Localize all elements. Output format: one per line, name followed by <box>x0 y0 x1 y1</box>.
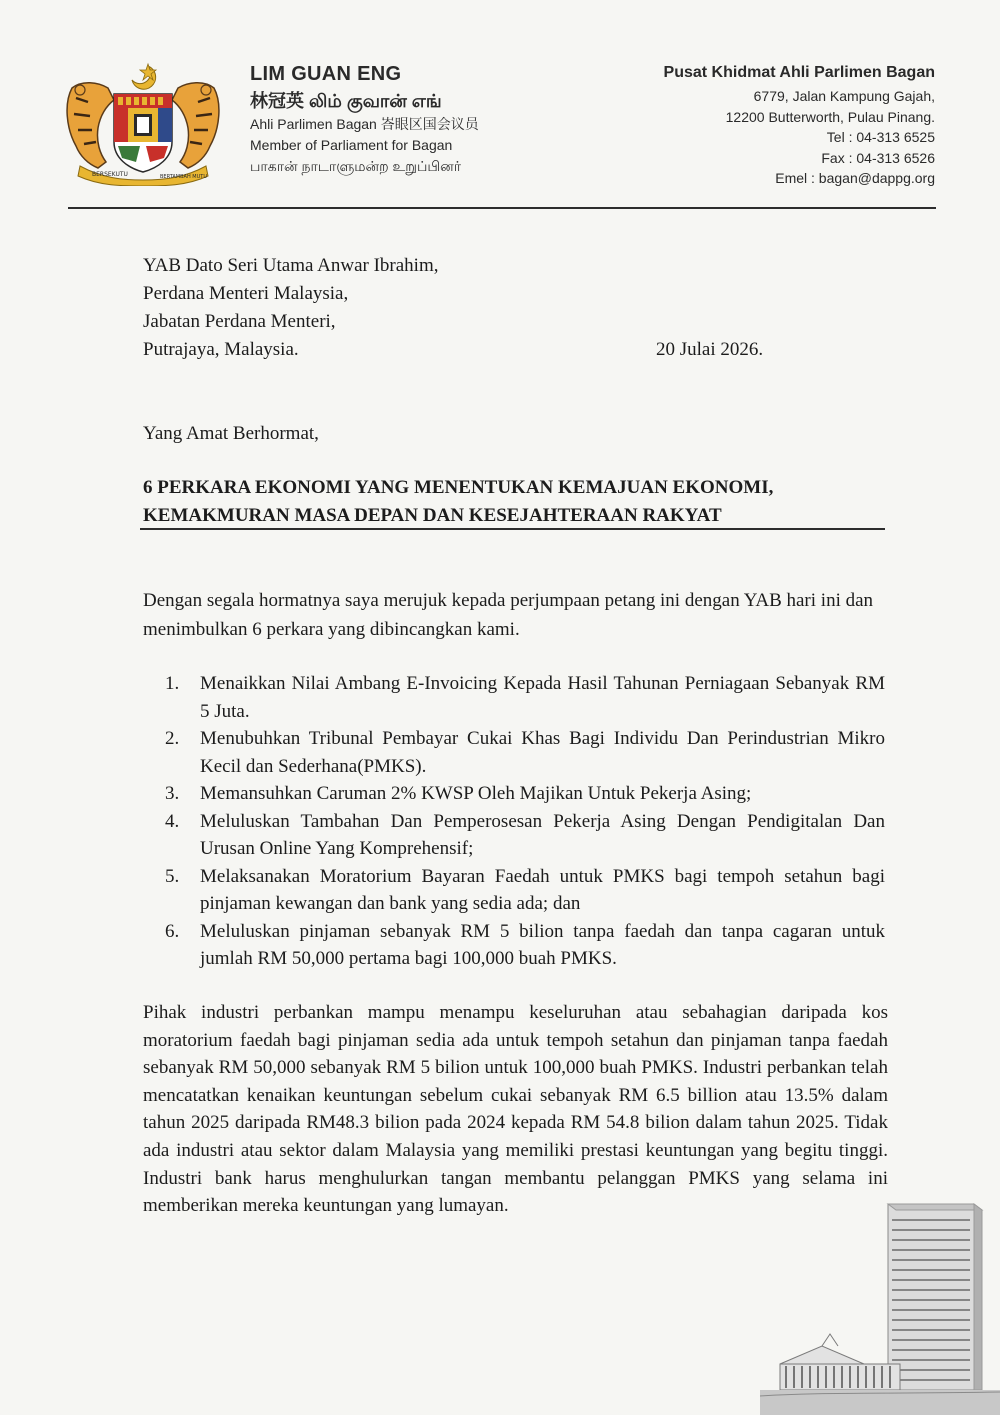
office-email: Emel : bagan@dappg.org <box>775 170 935 186</box>
letter-subject <box>143 474 888 530</box>
header-divider <box>68 207 936 209</box>
sender-name: LIM GUAN ENG <box>250 63 402 85</box>
list-item-text: Menubuhkan Tribunal Pembayar Cukai Khas Bagi Individu Dan Perindustrian Mikro Kecil dan Sederhana(PMKS). <box>200 728 885 777</box>
crest-motto-left: BERSEKUTU <box>92 171 128 178</box>
list-item-number: 4. <box>165 810 180 832</box>
list-item <box>165 725 885 780</box>
list-item <box>165 670 885 725</box>
list-item <box>165 808 885 863</box>
subject-line: KEMAKMURAN MASA DEPAN DAN KESEJAHTERAAN RAKYAT <box>143 505 722 526</box>
list-item-number: 2. <box>165 728 180 749</box>
crest-motto-right: BERTAMBAH MUTU <box>160 174 207 180</box>
office-fax: Fax : 04-313 6526 <box>821 149 935 166</box>
list-item <box>165 918 885 973</box>
sender-title-en: Member of Parliament for Bagan <box>250 137 453 153</box>
subject-underline <box>140 528 885 530</box>
malaysia-coat-of-arms-icon <box>62 58 224 186</box>
intro-paragraph: Dengan segala hormatnya saya merujuk kepada perjumpaan petang ini dengan YAB hari ini dan menimbulkan 6 perkara yang dibincangkan kami. <box>143 590 874 640</box>
recipient-address <box>143 252 439 364</box>
points-list <box>165 670 885 973</box>
subject-line: 6 PERKARA EKONOMI YANG MENENTUKAN KEMAJUAN EKONOMI, <box>143 477 774 498</box>
list-item-text: Menaikkan Nilai Ambang E-Invoicing Kepada Hasil Tahunan Perniagaan Sebanyak RM 5 Juta. <box>200 673 885 722</box>
office-name: Pusat Khidmat Ahli Parlimen Bagan <box>663 64 935 81</box>
office-address-line2: 12200 Butterworth, Pulau Pinang. <box>725 108 935 125</box>
recipient-line: Putrajaya, Malaysia. <box>143 339 299 360</box>
office-address-line1: 6779, Jalan Kampung Gajah, <box>753 88 935 104</box>
letterhead-sender <box>250 60 479 177</box>
list-item <box>165 863 885 918</box>
list-item-number: 5. <box>165 865 180 887</box>
list-item-number: 1. <box>165 673 180 694</box>
list-item-text: Meluluskan pinjaman sebanyak RM 5 bilion tanpa faedah dan tanpa cagaran untuk jumlah RM 50,000 pertama bagi 100,000 buah PMKS. <box>200 920 885 969</box>
letter-date: 20 Julai 2026. <box>656 339 764 360</box>
office-tel: Tel : 04-313 6525 <box>826 129 935 145</box>
list-item-number: 3. <box>165 783 180 804</box>
parliament-building-watermark <box>760 1196 1000 1415</box>
list-item-number: 6. <box>165 920 180 942</box>
list-item-text: Melaksanakan Moratorium Bayaran Faedah untuk PMKS bagi tempoh setahun bagi pinjaman kewangan dan bank yang sedia ada; dan <box>200 865 885 914</box>
recipient-line: Perdana Menteri Malaysia, <box>143 283 349 304</box>
list-item <box>165 780 885 808</box>
list-item-text: Memansuhkan Caruman 2% KWSP Oleh Majikan Untuk Pekerja Asing; <box>200 783 752 804</box>
sender-name-alt: 林冠英 லிம் குவான் எங் <box>250 91 442 111</box>
recipient-line: YAB Dato Seri Utama Anwar Ibrahim, <box>143 255 439 276</box>
salutation: Yang Amat Berhormat, <box>143 423 319 444</box>
letterhead-office <box>664 60 935 189</box>
sender-title-ta: பாகான் நாடாளுமன்ற உறுப்பினர் <box>250 158 462 174</box>
sender-title-ms: Ahli Parlimen Bagan 峇眼区国会议员 <box>250 116 479 132</box>
recipient-line: Jabatan Perdana Menteri, <box>143 311 336 332</box>
list-item-text: Meluluskan Tambahan Dan Pemperosesan Pekerja Asing Dengan Pendigitalan Dan Urusan Online Yang Komprehensif; <box>200 810 885 859</box>
closing-paragraph: Pihak industri perbankan mampu menampu keseluruhan atau sebahagian daripada kos moratorium faedah bagi pinjaman sedia ada untuk tempoh setahun dan pinjaman tanpa faedah sebanyak RM 50,000 sebanyak RM 5 bilion untuk 100,000 buah PMKS. Industri perbankan telah mencatatkan kenaikan keuntungan sebelum cukai sebanyak RM 6.5 billion atau 13.5% dalam tahun 2025 daripada RM48.3 bilion pada 2024 kepada RM 54.8 bilion dalam tahun 2025. Tidak ada industri atau sektor dalam Malaysia yang memiliki prestasi keuntungan yang begitu tinggi. Industri bank harus menghulurkan tangan membantu pelanggan PMKS yang selama ini memberikan mereka keuntungan yang lumayan. <box>143 1002 888 1217</box>
